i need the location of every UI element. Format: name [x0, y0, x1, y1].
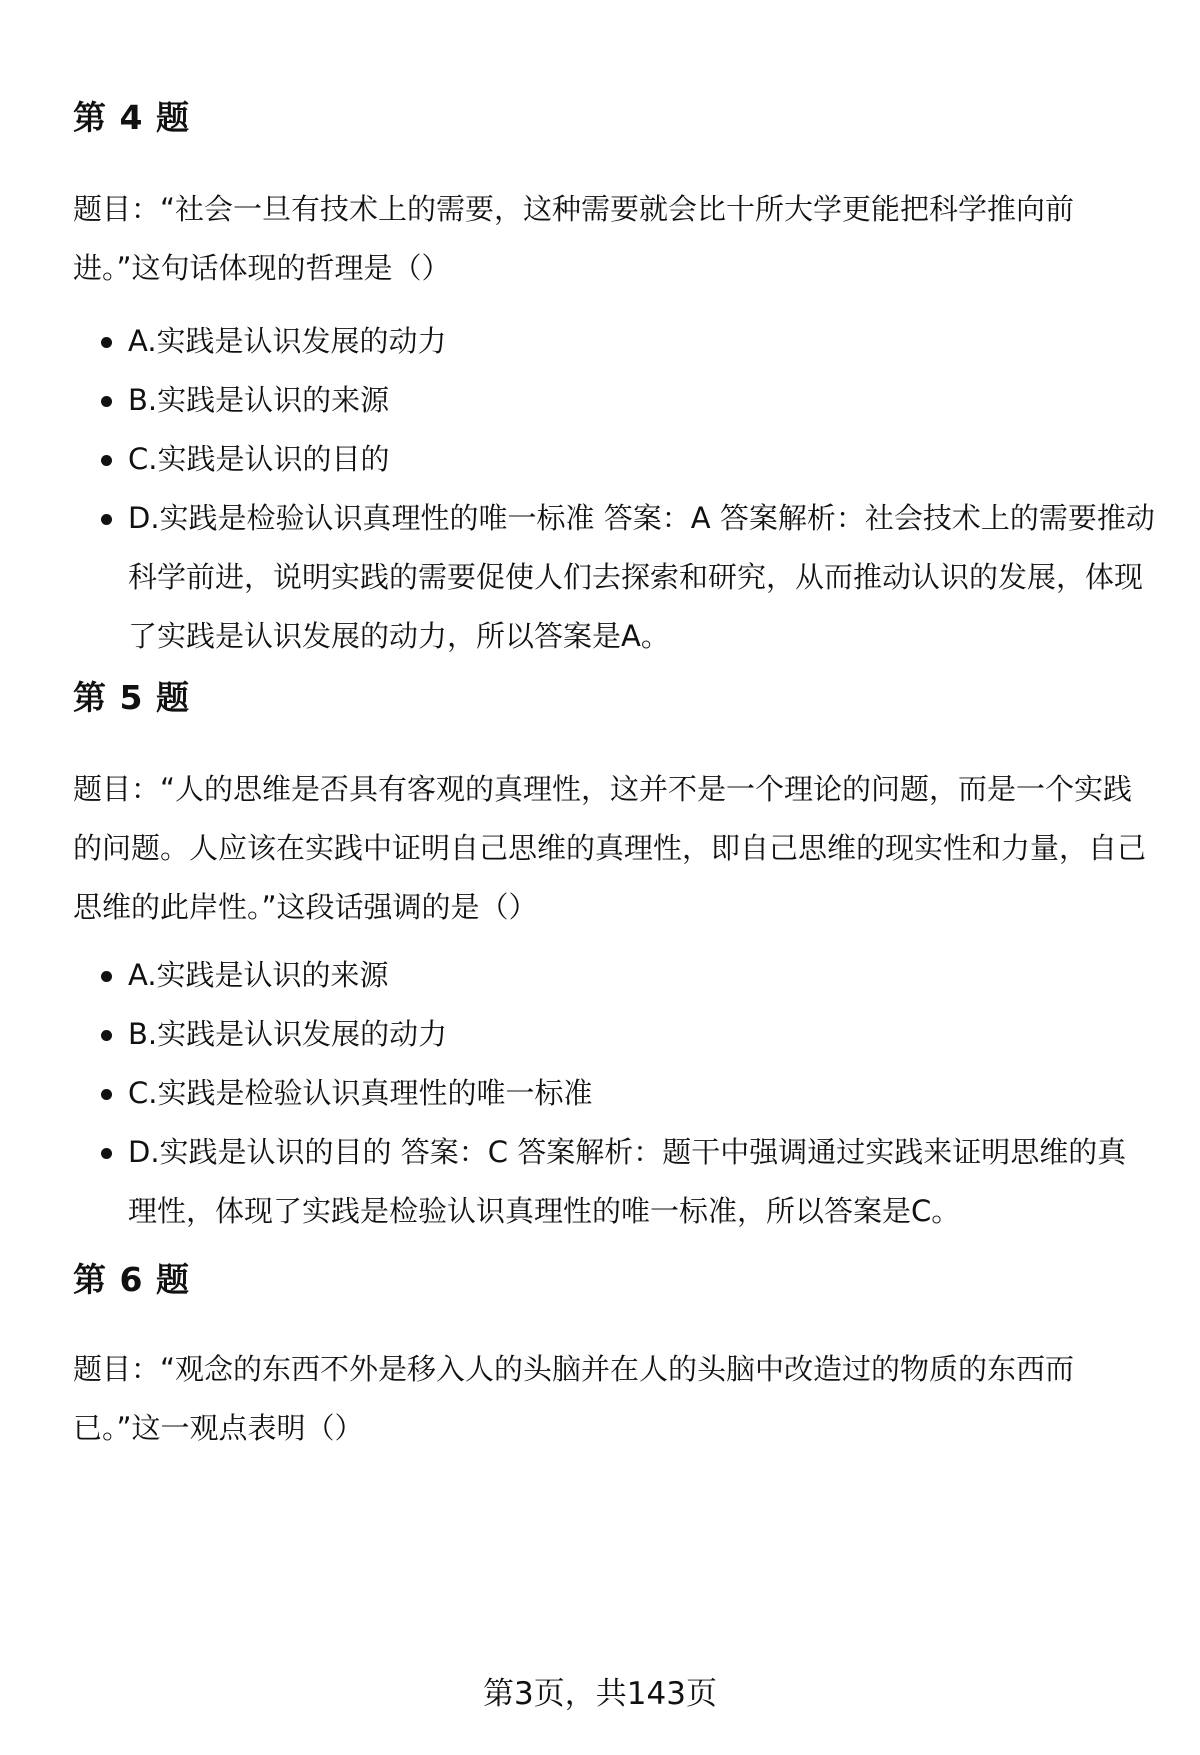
option-b: [73, 371, 1155, 430]
question-5-heading: 第 5 题: [73, 678, 190, 717]
option-c: [73, 1064, 1155, 1123]
page-number-footer: 第3页，共143页: [483, 1676, 717, 1712]
option-text: B.实践是认识发展的动力: [128, 1017, 448, 1051]
option-c: [73, 430, 1155, 489]
option-text: A.实践是认识的来源: [128, 958, 389, 992]
option-a: [73, 312, 1155, 371]
bullet-icon: [101, 1089, 112, 1100]
option-text: C.实践是检验认识真理性的唯一标准: [128, 1076, 593, 1110]
bullet-icon: [101, 514, 112, 525]
question-4-options: [73, 312, 1155, 666]
option-d-with-answer: [73, 1123, 1155, 1241]
question-4-stem: 题目：“社会一旦有技术上的需要，这种需要就会比十所大学更能把科学推向前进。”这句话体现的哲理是（）: [73, 192, 1075, 285]
bullet-icon: [101, 396, 112, 407]
bullet-icon: [101, 455, 112, 466]
option-text: C.实践是认识的目的: [128, 442, 390, 476]
option-text: B.实践是认识的来源: [128, 383, 390, 417]
option-text: D.实践是检验认识真理性的唯一标准 答案：A 答案解析：社会技术上的需要推动科学前进，说明实践的需要促使人们去探索和研究，从而推动认识的发展，体现了实践是认识发展的动力，所以答案是A。: [128, 501, 1155, 653]
bullet-icon: [101, 971, 112, 982]
option-text: D.实践是认识的目的 答案：C 答案解析：题干中强调通过实践来证明思维的真理性，体现了实践是检验认识真理性的唯一标准，所以答案是C。: [128, 1135, 1127, 1228]
question-4-heading: 第 4 题: [73, 98, 190, 137]
bullet-icon: [101, 1030, 112, 1041]
question-5-options: [73, 946, 1155, 1241]
question-6-heading: 第 6 题: [73, 1260, 190, 1299]
option-text: A.实践是认识发展的动力: [128, 324, 447, 358]
option-d-with-answer: [73, 489, 1155, 666]
option-a: [73, 946, 1155, 1005]
bullet-icon: [101, 337, 112, 348]
question-6-stem: 题目：“观念的东西不外是移入人的头脑并在人的头脑中改造过的物质的东西而已。”这一观点表明（）: [73, 1352, 1075, 1445]
question-5-stem: 题目：“人的思维是否具有客观的真理性，这并不是一个理论的问题，而是一个实践的问题。人应该在实践中证明自己思维的真理性，即自己思维的现实性和力量，自己思维的此岸性。”这段话强调的是（）: [73, 772, 1147, 924]
option-b: [73, 1005, 1155, 1064]
bullet-icon: [101, 1148, 112, 1159]
